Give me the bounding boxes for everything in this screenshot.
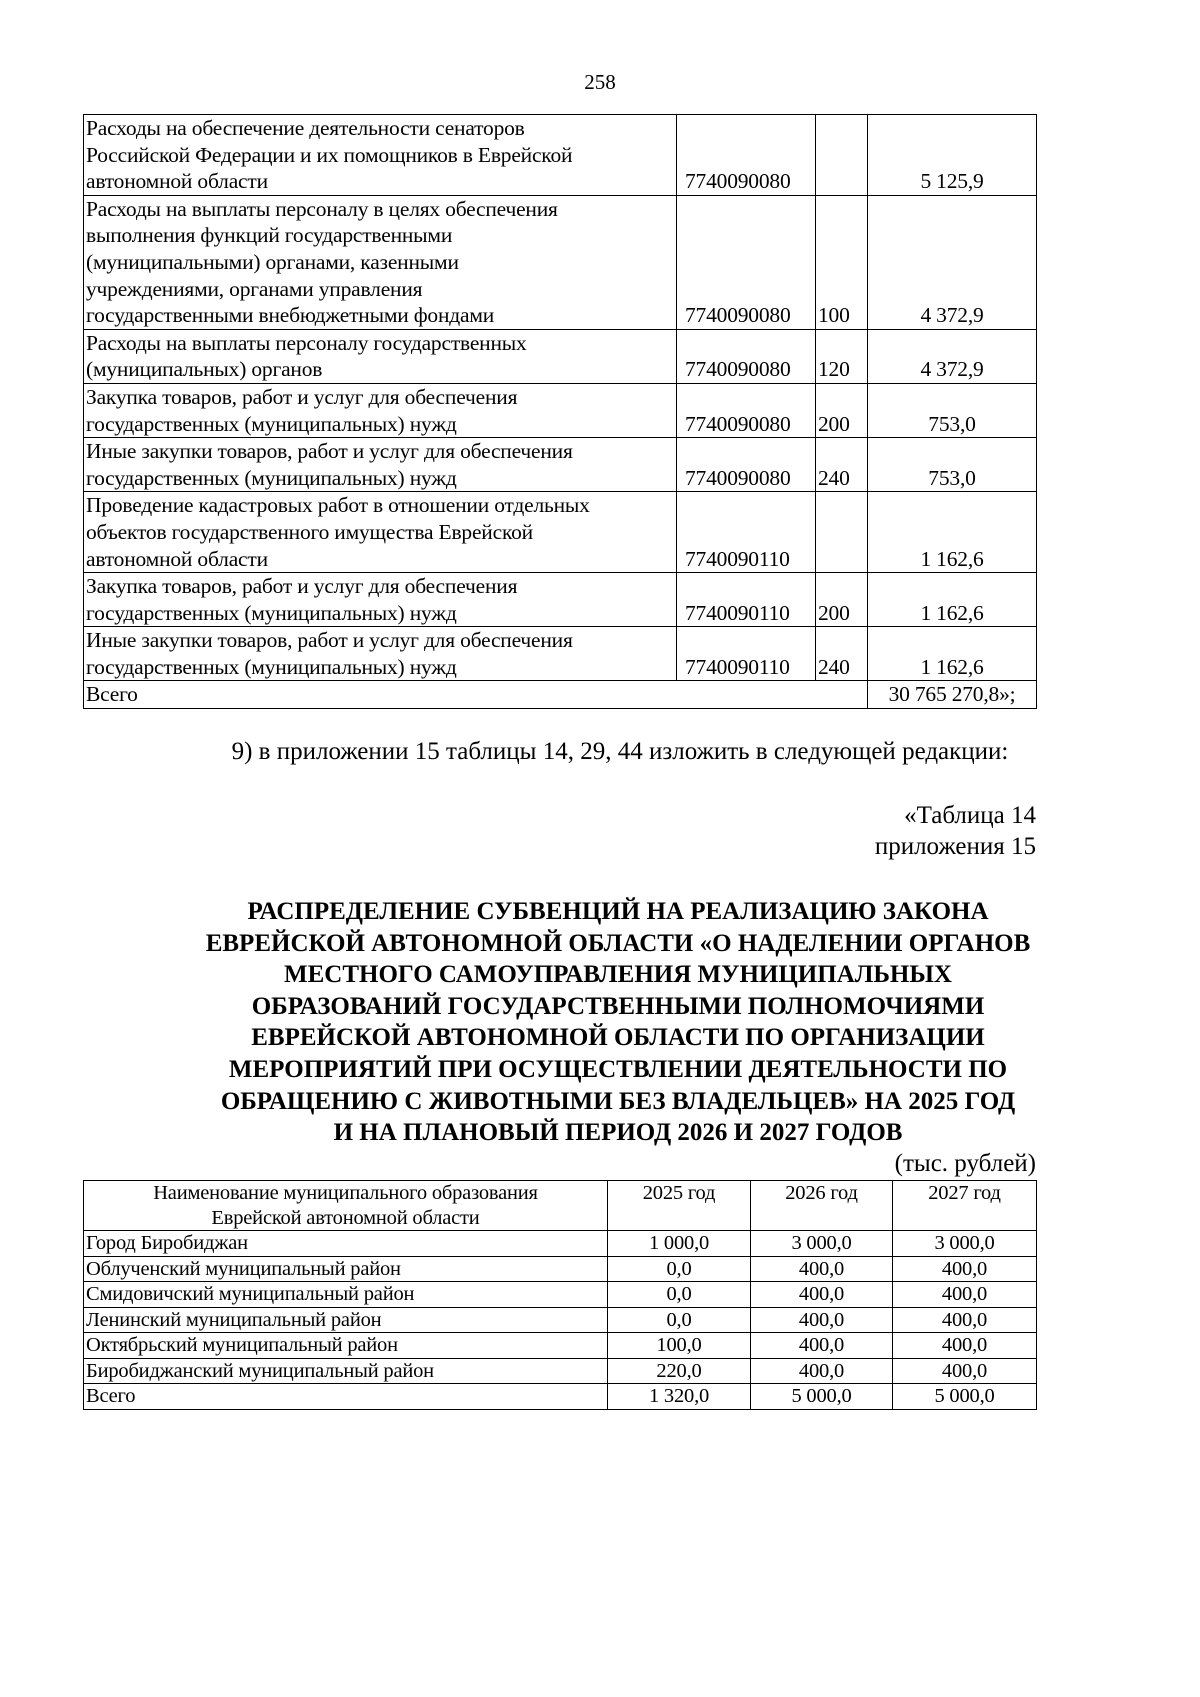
header-row	[84, 1181, 1037, 1231]
title-line: ОБРАЗОВАНИЙ ГОСУДАРСТВЕННЫМИ ПОЛНОМОЧИЯМИ	[251, 992, 985, 1020]
table-row	[84, 492, 1037, 573]
row-name-line: государственных (муниципальных) нужд	[86, 600, 457, 625]
row-name	[84, 195, 677, 329]
row-name	[84, 627, 677, 681]
row-name-line: (муниципальных) органов	[86, 357, 323, 382]
row-name-line: Иные закупки товаров, работ и услуг для обеспечения	[86, 439, 573, 464]
value-2027: 400,0	[893, 1307, 1037, 1333]
row-amount: 4 372,9	[868, 329, 1037, 383]
value-2027: 400,0	[893, 1282, 1037, 1308]
table-title	[100, 896, 1136, 1149]
value-2027: 3 000,0	[893, 1231, 1037, 1257]
row-name	[84, 438, 677, 492]
title-line: И НА ПЛАНОВЫЙ ПЕРИОД 2026 И 2027 ГОДОВ	[333, 1119, 903, 1147]
row-amount: 5 125,9	[868, 115, 1037, 196]
value-2026: 400,0	[751, 1307, 893, 1333]
row-name-line: Расходы на выплаты персоналу в целях обеспечения	[86, 196, 558, 221]
value-2025: 100,0	[608, 1333, 751, 1359]
header-name-line1: Наименование муниципального образования	[153, 1182, 538, 1204]
municipality: Всего	[84, 1384, 608, 1410]
header-name	[84, 1181, 608, 1231]
row-code: 7740090110	[677, 573, 816, 627]
row-name-line: (муниципальными) органами, казенными	[86, 249, 459, 274]
row-type: 120	[816, 329, 868, 383]
row-type: 240	[816, 438, 868, 492]
row-type: 100	[816, 195, 868, 329]
table-row	[84, 329, 1037, 383]
row-name	[84, 115, 677, 196]
table-row	[84, 1358, 1037, 1384]
row-code: 7740090080	[677, 115, 816, 196]
municipality: Ленинский муниципальный район	[84, 1307, 608, 1333]
table-row	[84, 1256, 1037, 1282]
municipality: Смидовичский муниципальный район	[84, 1282, 608, 1308]
row-name-line: учреждениями, органами управления	[86, 276, 423, 301]
value-2026: 400,0	[751, 1333, 893, 1359]
row-code: 7740090080	[677, 329, 816, 383]
row-name-line: выполнения функций государственными	[86, 223, 453, 248]
row-code: 7740090110	[677, 492, 816, 573]
total-amount: 30 765 270,8»;	[868, 681, 1037, 709]
row-amount: 753,0	[868, 383, 1037, 437]
header-2027: 2027 год	[893, 1181, 1037, 1231]
value-2026: 5 000,0	[751, 1384, 893, 1410]
row-name-line: государственных (муниципальных) нужд	[86, 654, 457, 679]
row-type	[816, 492, 868, 573]
total-row	[84, 681, 1037, 709]
municipality: Биробиджанский муниципальный район	[84, 1358, 608, 1384]
row-name	[84, 573, 677, 627]
table-row	[84, 1384, 1037, 1410]
value-2026: 400,0	[751, 1358, 893, 1384]
row-amount: 753,0	[868, 438, 1037, 492]
subventions-table	[83, 1180, 1037, 1410]
table-row	[84, 1333, 1037, 1359]
value-2025: 1 320,0	[608, 1384, 751, 1410]
municipality: Октябрьский муниципальный район	[84, 1333, 608, 1359]
row-name-line: Закупка товаров, работ и услуг для обеспечения	[86, 384, 518, 409]
table-label-line2: приложения 15	[874, 833, 1036, 860]
row-type: 200	[816, 573, 868, 627]
title-line: ЕВРЕЙСКОЙ АВТОНОМНОЙ ОБЛАСТИ ПО ОРГАНИЗАЦИИ	[251, 1024, 985, 1052]
row-code: 7740090080	[677, 383, 816, 437]
row-type	[816, 115, 868, 196]
instruction-paragraph: 9) в приложении 15 таблицы 14, 29, 44 изложить в следующей редакции:	[231, 738, 1009, 765]
row-name-line: государственных (муниципальных) нужд	[86, 411, 457, 436]
row-name-line: Российской Федерации и их помощников в Еврейской	[86, 142, 573, 167]
value-2025: 220,0	[608, 1358, 751, 1384]
page-number: 258	[584, 70, 616, 94]
row-name-line: автономной области	[86, 169, 268, 194]
table-row	[84, 1307, 1037, 1333]
row-code: 7740090080	[677, 195, 816, 329]
row-code: 7740090080	[677, 438, 816, 492]
table-row	[84, 627, 1037, 681]
row-name	[84, 329, 677, 383]
row-amount: 4 372,9	[868, 195, 1037, 329]
value-2026: 400,0	[751, 1256, 893, 1282]
value-2026: 400,0	[751, 1282, 893, 1308]
table-label-line1: «Таблица 14	[904, 802, 1036, 829]
value-2025: 0,0	[608, 1282, 751, 1308]
row-name-line: Закупка товаров, работ и услуг для обеспечения	[86, 574, 518, 599]
row-type: 240	[816, 627, 868, 681]
row-name-line: государственных (муниципальных) нужд	[86, 465, 457, 490]
table-row	[84, 195, 1037, 329]
municipality: Облученский муниципальный район	[84, 1256, 608, 1282]
row-amount: 1 162,6	[868, 627, 1037, 681]
value-2027: 400,0	[893, 1256, 1037, 1282]
title-line: МЕСТНОГО САМОУПРАВЛЕНИЯ МУНИЦИПАЛЬНЫХ	[284, 961, 952, 989]
table-row	[84, 573, 1037, 627]
table-row	[84, 115, 1037, 196]
header-2025: 2025 год	[608, 1181, 751, 1231]
table-row	[84, 438, 1037, 492]
row-name-line: автономной области	[86, 546, 268, 571]
value-2025: 1 000,0	[608, 1231, 751, 1257]
value-2027: 400,0	[893, 1333, 1037, 1359]
table-row	[84, 1282, 1037, 1308]
header-name-line2: Еврейской автономной области	[211, 1206, 480, 1229]
row-name	[84, 492, 677, 573]
row-name-line: государственными внебюджетными фондами	[86, 303, 495, 328]
value-2027: 400,0	[893, 1358, 1037, 1384]
row-name-line: объектов государственного имущества Еврейской	[86, 519, 533, 544]
header-2026: 2026 год	[751, 1181, 893, 1231]
expenses-table	[83, 114, 1037, 709]
row-code: 7740090110	[677, 627, 816, 681]
row-name-line: Расходы на обеспечение деятельности сенаторов	[86, 116, 525, 140]
table-label	[875, 800, 1036, 862]
row-amount: 1 162,6	[868, 573, 1037, 627]
row-name-line: Проведение кадастровых работ в отношении отдельных	[86, 493, 590, 518]
value-2025: 0,0	[608, 1307, 751, 1333]
row-name	[84, 383, 677, 437]
row-type: 200	[816, 383, 868, 437]
total-label: Всего	[84, 681, 868, 709]
municipality: Город Биробиджан	[84, 1231, 608, 1257]
table-row	[84, 383, 1037, 437]
units-label: (тыс. рублей)	[894, 1150, 1036, 1177]
row-amount: 1 162,6	[868, 492, 1037, 573]
value-2027: 5 000,0	[893, 1384, 1037, 1410]
value-2025: 0,0	[608, 1256, 751, 1282]
title-line: МЕРОПРИЯТИЙ ПРИ ОСУЩЕСТВЛЕНИИ ДЕЯТЕЛЬНОСТИ ПО	[228, 1055, 1008, 1083]
title-line: РАСПРЕДЕЛЕНИЕ СУБВЕНЦИЙ НА РЕАЛИЗАЦИЮ ЗАКОНА	[247, 898, 989, 925]
table-row	[84, 1231, 1037, 1257]
row-name-line: Иные закупки товаров, работ и услуг для обеспечения	[86, 628, 573, 653]
value-2026: 3 000,0	[751, 1231, 893, 1257]
title-line: ОБРАЩЕНИЮ С ЖИВОТНЫМИ БЕЗ ВЛАДЕЛЬЦЕВ» НА 2025 ГОД	[220, 1087, 1016, 1115]
title-line: ЕВРЕЙСКОЙ АВТОНОМНОЙ ОБЛАСТИ «О НАДЕЛЕНИИ ОРГАНОВ	[205, 929, 1031, 957]
row-name-line: Расходы на выплаты персоналу государственных	[86, 330, 527, 355]
